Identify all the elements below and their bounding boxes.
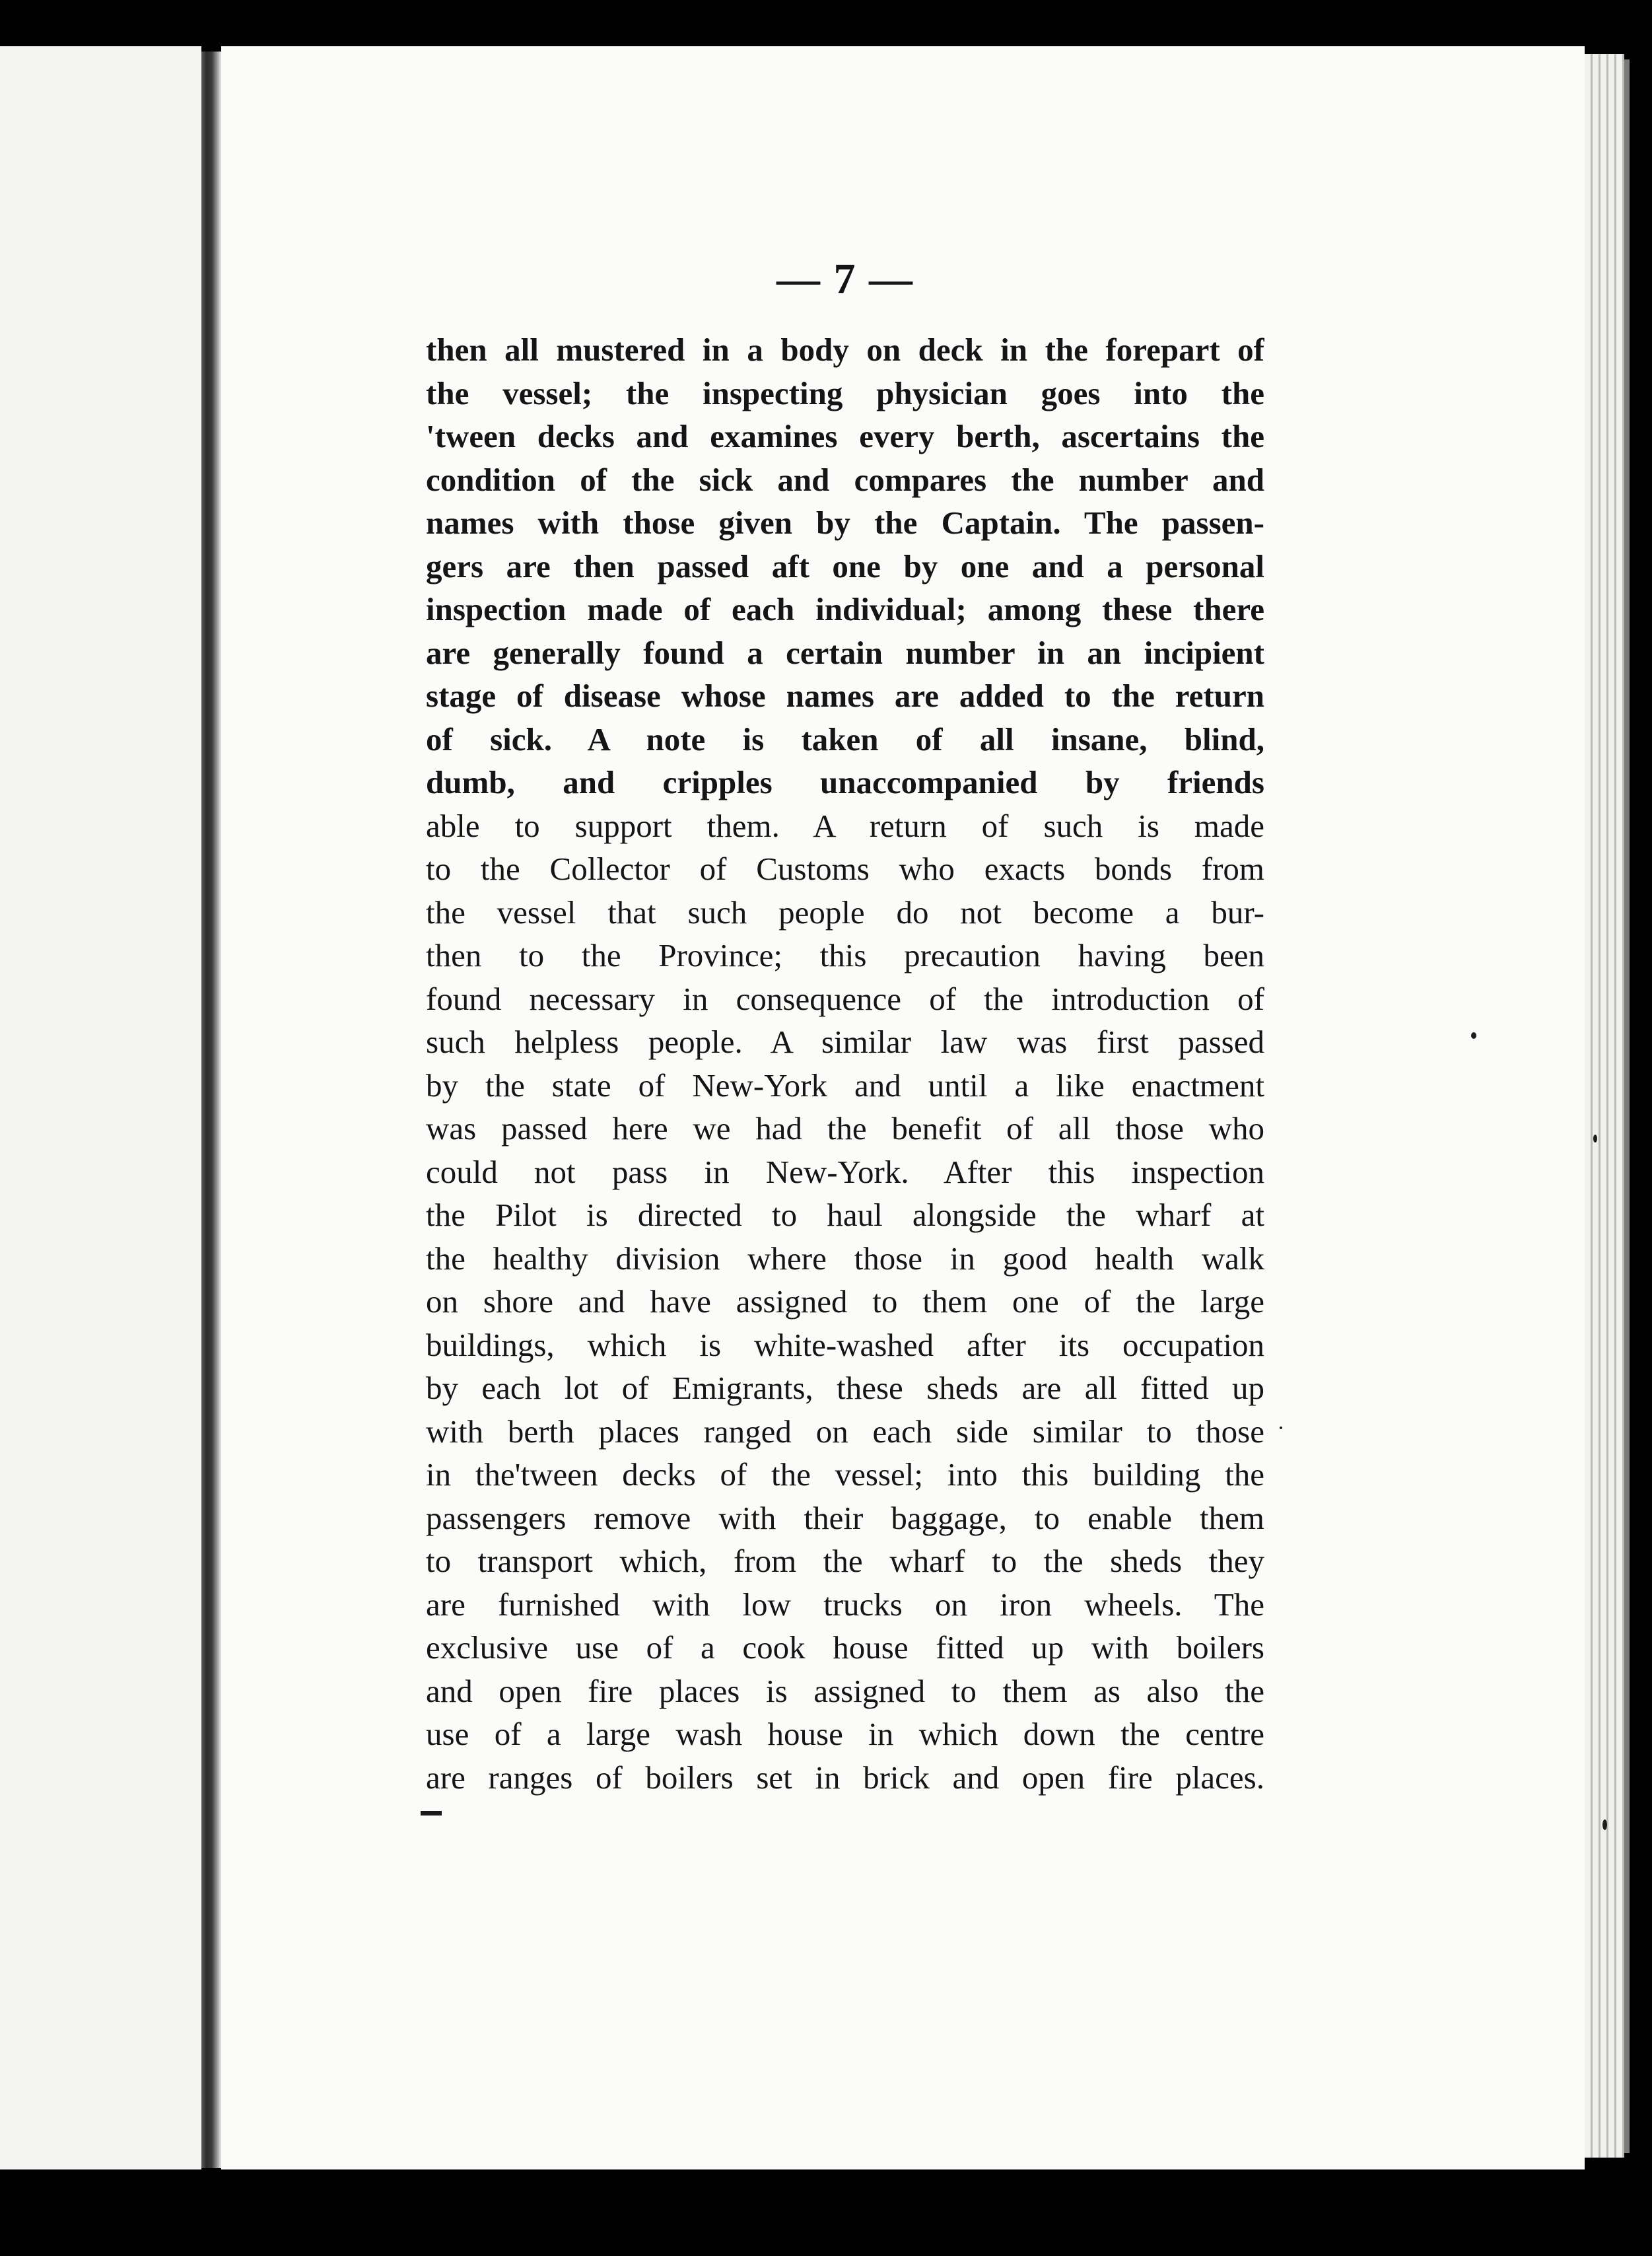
stray-ink-mark — [1593, 1135, 1597, 1143]
text-line: passengers remove with their baggage, to enable them — [426, 1499, 1264, 1536]
text-line: was passed here we had the benefit of all those who — [426, 1110, 1264, 1146]
text-line: inspection made of each individual; among these there — [426, 591, 1264, 627]
book-gutter — [201, 52, 221, 2168]
text-line: the vessel that such people do not become a bur- — [426, 894, 1264, 931]
text-line: to the Collector of Customs who exacts bonds from — [426, 851, 1264, 887]
text-line: to transport which, from the wharf to the sheds they — [426, 1543, 1264, 1579]
text-line: dumb, and cripples unaccompanied by friends — [426, 764, 1264, 800]
text-line: stage of disease whose names are added to the return — [426, 678, 1264, 714]
text-line: of sick. A note is taken of all insane, blind, — [426, 721, 1264, 758]
text-line: are generally found a certain number in an incipient — [426, 634, 1264, 671]
text-line: could not pass in New-York. After this inspection — [426, 1153, 1264, 1190]
text-line: the Pilot is directed to haul alongside the wharf at — [426, 1197, 1264, 1233]
text-line: are ranges of boilers set in brick and open fire places. — [426, 1759, 1264, 1796]
text-line: condition of the sick and compares the number and — [426, 461, 1264, 498]
text-line: names with those given by the Captain. The passen- — [426, 505, 1264, 541]
text-line: by the state of New-York and until a like enactment — [426, 1067, 1264, 1104]
page-edges — [1585, 54, 1624, 2158]
text-line: in the'tween decks of the vessel; into this building the — [426, 1456, 1264, 1493]
text-line: the vessel; the inspecting physician goes into the — [426, 374, 1264, 411]
text-line: on shore and have assigned to them one of the large — [426, 1283, 1264, 1320]
stray-ink-mark — [1280, 1427, 1282, 1429]
text-line: then to the Province; this precaution having been — [426, 937, 1264, 973]
text-line: able to support them. A return of such is made — [426, 807, 1264, 844]
text-line: such helpless people. A similar law was first passed — [426, 1024, 1264, 1060]
body-text — [426, 328, 1264, 1799]
left-page — [0, 46, 201, 2169]
stray-ink-mark — [1602, 1819, 1607, 1830]
text-line: are furnished with low trucks on iron wheels. The — [426, 1586, 1264, 1623]
page-edges-shadow — [1624, 59, 1630, 2153]
text-line: then all mustered in a body on deck in the forepart of — [426, 332, 1264, 368]
printed-underscore-mark — [421, 1811, 442, 1815]
text-line: the healthy division where those in good health walk — [426, 1240, 1264, 1277]
text-line: gers are then passed aft one by one and a personal — [426, 547, 1264, 584]
text-line: found necessary in consequence of the introduction of — [426, 980, 1264, 1017]
text-line: by each lot of Emigrants, these sheds are all fitted up — [426, 1370, 1264, 1406]
stray-ink-mark — [1471, 1032, 1476, 1039]
text-line: 'tween decks and examines every berth, ascertains the — [426, 418, 1264, 454]
text-line: buildings, which is white-washed after its occupation — [426, 1326, 1264, 1363]
text-line: with berth places ranged on each side similar to those — [426, 1413, 1264, 1450]
text-line: use of a large wash house in which down the centre — [426, 1716, 1264, 1752]
text-line: exclusive use of a cook house fitted up with boilers — [426, 1629, 1264, 1666]
page-number: — 7 — — [776, 255, 914, 303]
text-line: and open fire places is assigned to them as also the — [426, 1672, 1264, 1709]
